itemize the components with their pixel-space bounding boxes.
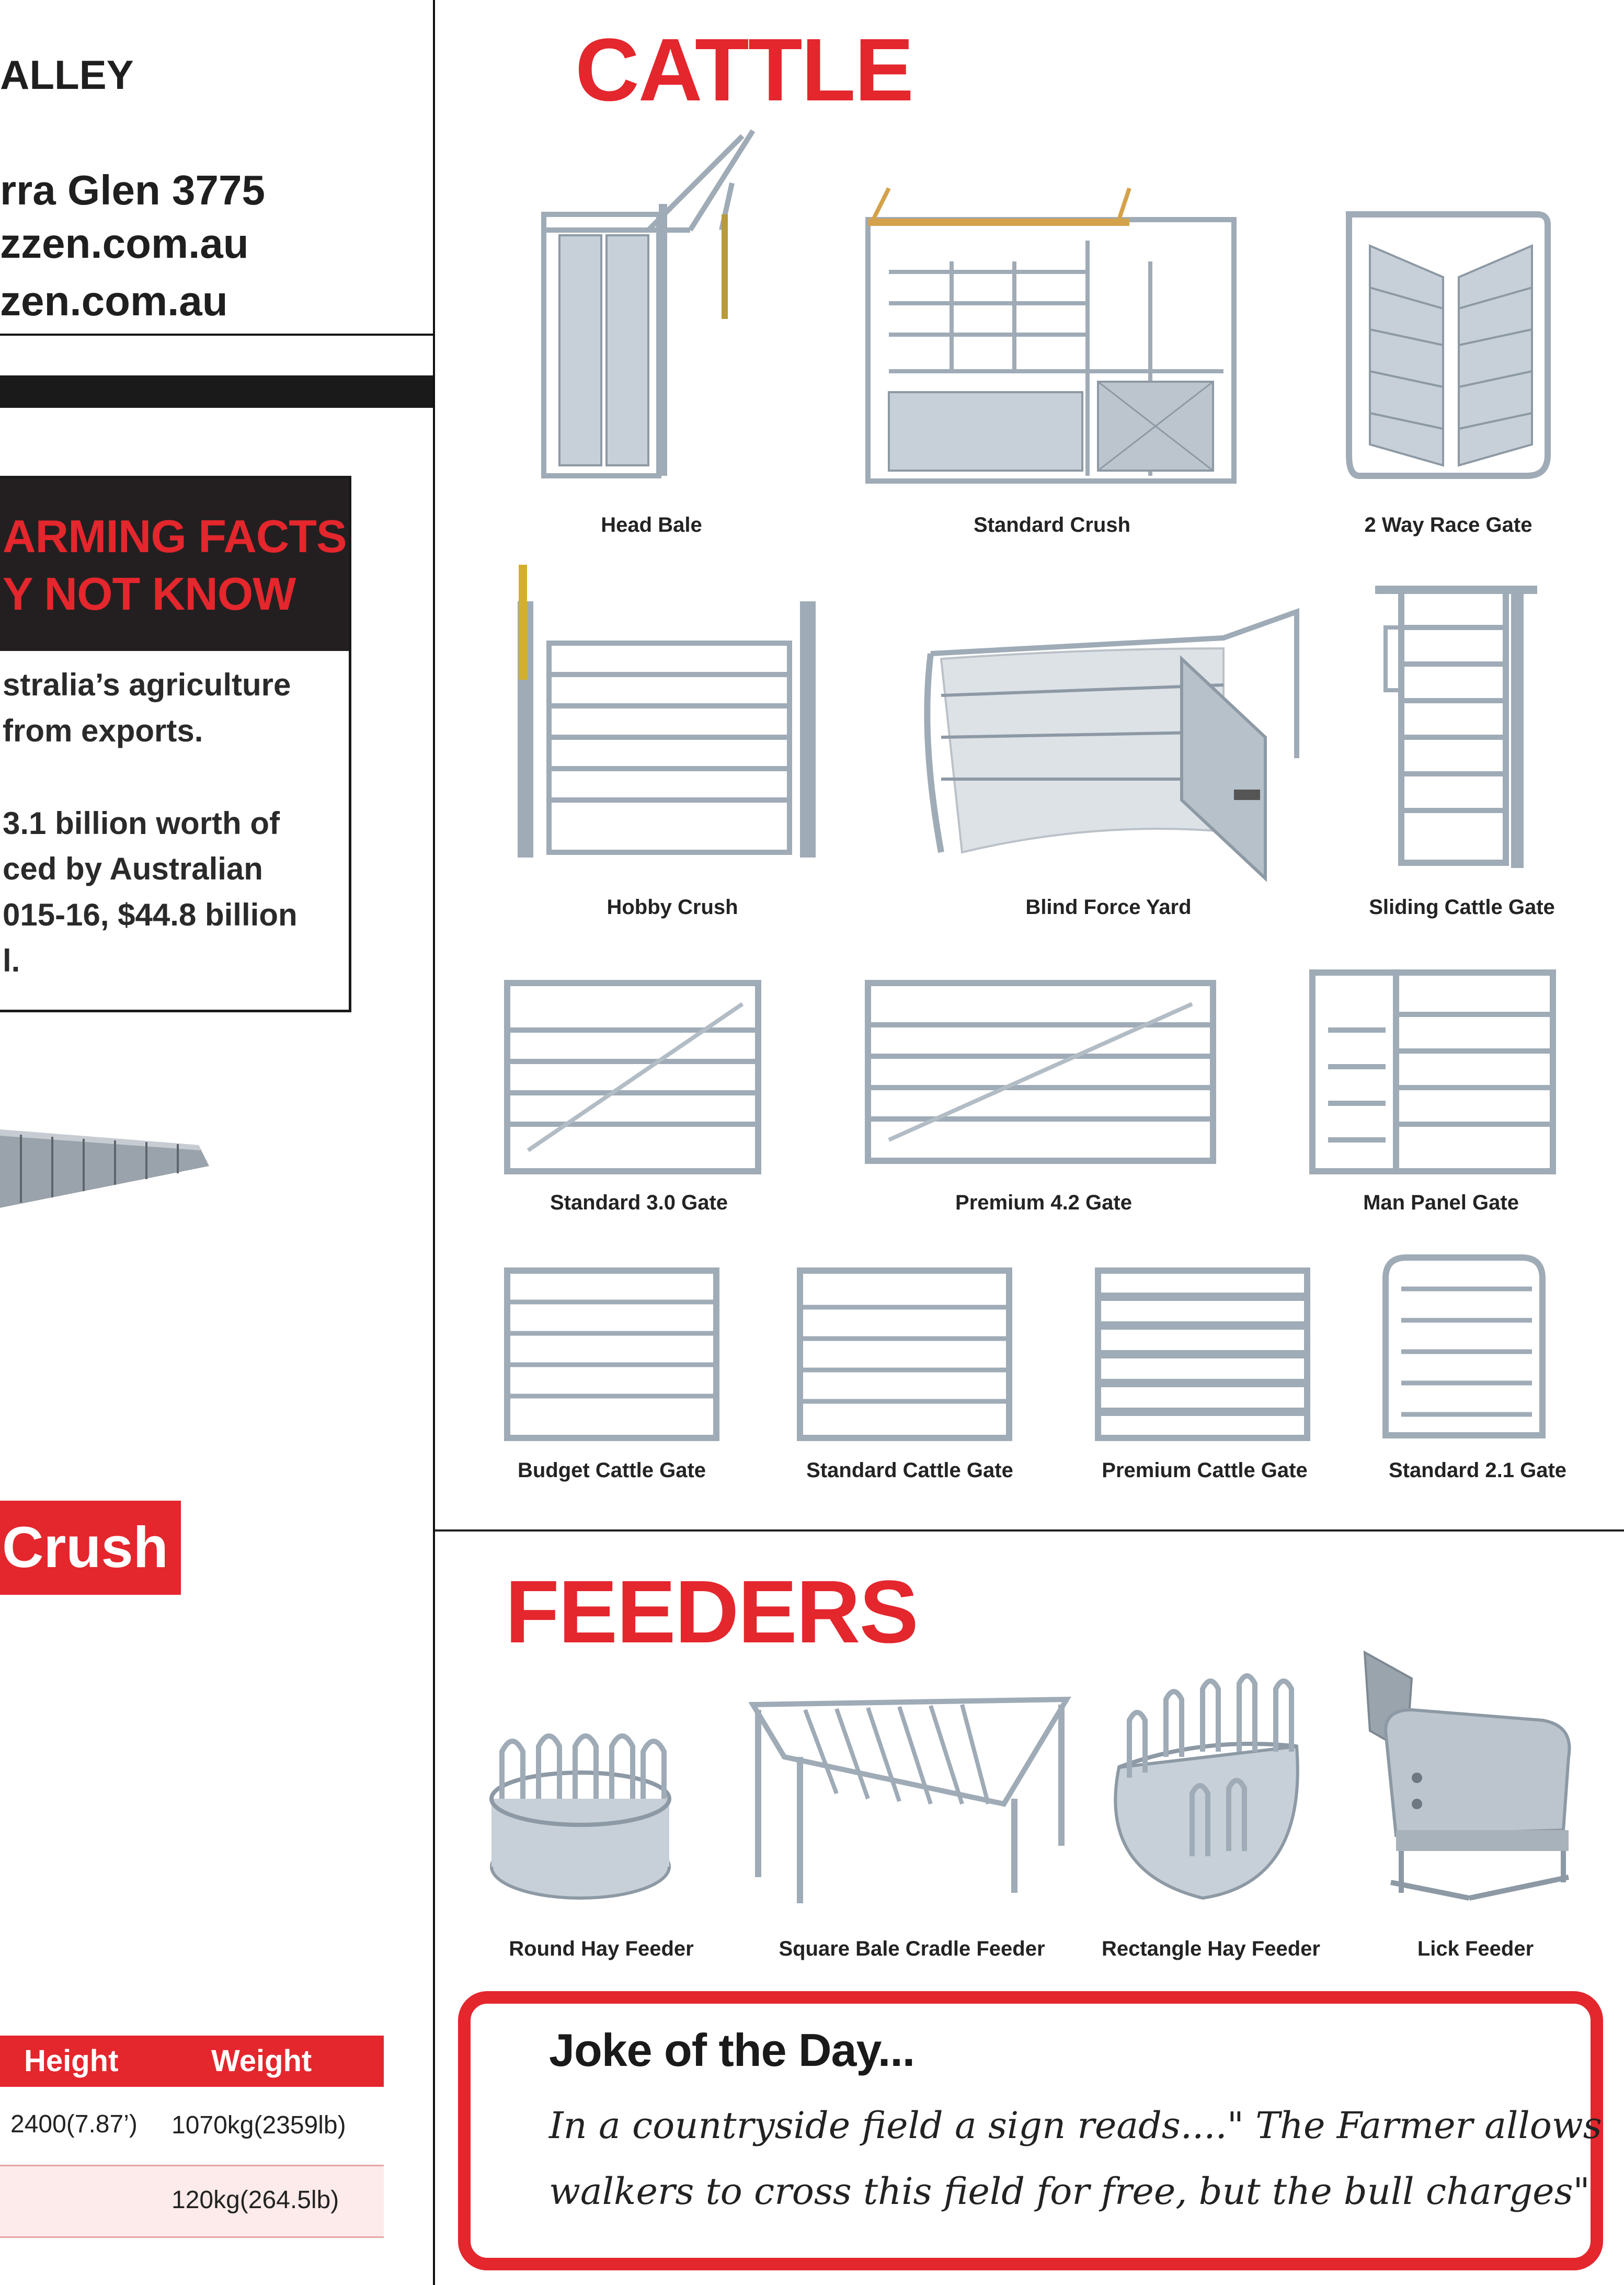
standard-cattle-gate-image [790,1260,1020,1448]
facts-title-line: Y NOT KNOW [3,568,296,620]
contact-website[interactable]: zen.com.au [0,278,228,324]
joke-line-1: In a countryside field a sign reads...." The Farmer allows [549,2104,1602,2147]
product-label: Premium 4.2 Gate [955,1191,1132,1214]
race-gate-image [1339,193,1558,492]
facts-text-line: 015-16, $44.8 billion [3,897,298,932]
head-bale-image [533,120,774,497]
facts-text-line: 3.1 billion worth of [3,806,280,841]
heading-partial: ALLEY [0,52,134,98]
joke-line-2: walkers to cross this field for free, but the bull charges" [549,2170,1590,2213]
product-label: Lick Feeder [1417,1937,1534,1960]
left-column [0,0,433,2285]
farming-facts-box [0,476,351,1012]
spec-cell: 2400(7.87’) [10,2110,138,2138]
cattle-title: CATTLE [575,20,913,120]
hobby-crush-image [507,549,842,863]
spec-cell: 120kg(264.5lb) [171,2186,339,2214]
spec-row-divider [0,2236,384,2238]
facts-title-line: ARMING FACTS [3,510,347,562]
contact-address: rra Glen 3775 [0,167,265,213]
product-label: Budget Cattle Gate [517,1459,706,1482]
section-divider [435,1529,1624,1532]
sliding-gate-image [1370,575,1542,878]
premium-cattle-gate-image [1088,1260,1318,1448]
contact-email[interactable]: zzen.com.au [0,220,249,267]
round-hay-feeder-image [481,1710,680,1909]
product-label: Head Bale [601,513,702,536]
joke-title: Joke of the Day... [549,2024,915,2076]
facts-header [0,478,349,651]
product-label: Standard Crush [973,513,1131,536]
feeders-title: FEEDERS [505,1562,918,1662]
product-label: Hobby Crush [607,896,738,919]
premium-4-2-gate-image [857,973,1223,1171]
spec-cell: 1070kg(2359lb) [171,2111,346,2139]
force-yard-image [910,580,1318,889]
product-label: Standard 2.1 Gate [1388,1459,1567,1482]
lick-feeder-image [1354,1647,1574,1919]
product-label: Man Panel Gate [1363,1191,1519,1214]
facts-text-line: from exports. [3,713,203,748]
standard-crush-image [857,183,1250,486]
rectangle-hay-feeder-image [1088,1652,1328,1914]
product-label: Sliding Cattle Gate [1369,896,1555,919]
spec-table-header [0,2036,384,2087]
product-label: Premium Cattle Gate [1102,1459,1308,1482]
product-label: Round Hay Feeder [509,1937,694,1960]
standard-3-gate-image [497,973,769,1182]
crush-label: Crush [0,1501,181,1595]
product-label: 2 Way Race Gate [1364,513,1532,536]
column-divider [433,0,435,2285]
spec-header-height: Height [24,2044,119,2078]
facts-text-line: stralia’s agriculture [3,667,291,702]
black-band [0,375,433,408]
budget-cattle-gate-image [497,1260,727,1448]
standard-2-1-gate-image [1370,1247,1558,1446]
facts-text-line: ced by Australian [3,851,263,886]
cradle-feeder-image [742,1689,1077,1909]
product-label: Blind Force Yard [1025,896,1192,919]
facts-text-line: l. [3,943,20,978]
product-label: Square Bale Cradle Feeder [779,1937,1045,1960]
product-label: Standard Cattle Gate [806,1459,1013,1482]
spec-row-divider [0,2165,384,2166]
divider [0,334,433,336]
grate-image [0,1088,220,1213]
spec-header-weight: Weight [211,2044,312,2078]
product-label: Standard 3.0 Gate [550,1191,728,1214]
product-label: Rectangle Hay Feeder [1102,1937,1320,1960]
man-panel-gate-image [1302,962,1563,1182]
